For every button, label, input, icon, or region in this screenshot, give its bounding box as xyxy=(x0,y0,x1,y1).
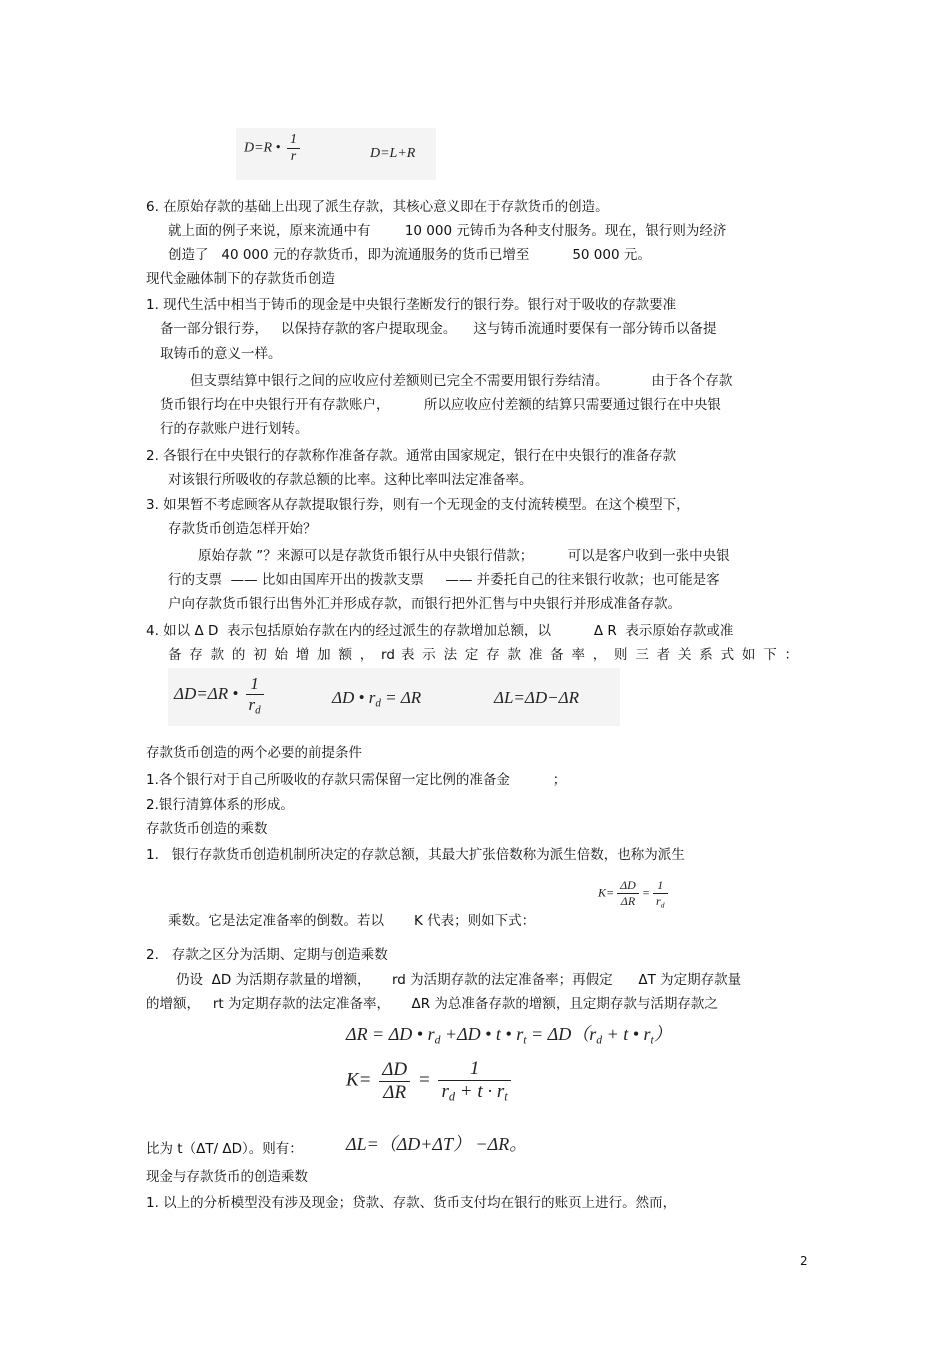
text-line: 存款货币创造怎样开始？ xyxy=(168,521,317,537)
formula-delta-r-total: ΔR = ΔD • $r_d +\Delta D$ • t • $r_t = \Delta D(r_d + t$ • $r_t$） xyxy=(346,1024,672,1047)
text-line: 比为 t（ΔT/ ΔD）。则有： xyxy=(146,1141,303,1157)
text-line: 1. 以上的分析模型没有涉及现金；贷款、存款、货币支付均在银行的账页上进行。然而， xyxy=(146,1195,677,1211)
text-line: 3. 如果暂不考虑顾客从存款提取银行券，则有一个无现金的支付流转模型。在这个模型下， xyxy=(146,497,690,513)
formula-delta-l: ΔL=ΔD−ΔR xyxy=(494,688,579,707)
formula-k-multiplier: K= $\frac{\Delta D}{\Delta R}$ = $\frac{1}{r_d}$ xyxy=(598,878,671,909)
text-line: 6. 在原始存款的基础上出现了派生存款，其核心意义即在于存款货币的创造。 xyxy=(146,199,609,215)
page-number: 2 xyxy=(800,1254,808,1268)
text-line: 1. 银行存款货币创造机制所决定的存款总额，其最大扩张倍数称为派生倍数，也称为派生 xyxy=(146,847,685,863)
section-heading: 存款货币创造的乘数 xyxy=(146,821,268,837)
text-line: 备 存 款 的 初 始 增 加 额 ， rd 表 示 法 定 存 款 准 备 率 ， 则 三 者 关 系 式 如 下 ： xyxy=(168,647,798,663)
formula-delta-d: ΔD=ΔR • $\frac{1}{r_d}$ xyxy=(174,674,267,716)
text-line: 货币银行均在中央银行开有存款账户， 所以应收应付差额的结算只需要通过银行在中央银 xyxy=(160,397,721,413)
text-line: 但支票结算中银行之间的应收应付差额则已完全不需要用银行券结清。 由于各个存款 xyxy=(190,373,733,389)
text-line: 的增额， rt 为定期存款的法定准备率， ΔR 为总准备存款的增额，且定期存款与活期存款之 xyxy=(146,996,718,1012)
text-line: 乘数。它是法定准备率的倒数。若以 K 代表；则如下式： xyxy=(168,913,536,929)
text-line: 就上面的例子来说，原来流通中有 10 000 元铸币为各种支付服务。现在，银行则为经济 xyxy=(168,223,727,239)
text-line: 户向存款货币银行出售外汇并形成存款，而银行把外汇售与中央银行并形成准备存款。 xyxy=(168,596,681,612)
formula-delta-d-rd: ΔD • $r_d = \Delta R$ xyxy=(332,688,422,710)
formula-d-equals-r-over-r: D=R • $\frac{1}{r}$ xyxy=(244,132,303,165)
text-line: 2.银行清算体系的形成。 xyxy=(146,797,294,813)
text-line: 1.各个银行对于自己所吸收的存款只需保留一定比例的准备金 ； xyxy=(146,772,567,788)
section-heading: 现金与存款货币的创造乘数 xyxy=(146,1169,308,1185)
formula-d-equals-l-plus-r: D=L+R xyxy=(370,146,416,161)
section-heading: 存款货币创造的两个必要的前提条件 xyxy=(146,745,362,761)
text-line: 创造了 40 000 元的存款货币，即为流通服务的货币已增至 50 000 元。 xyxy=(168,247,651,263)
text-line: 原始存款 ”？来源可以是存款货币银行从中央银行借款； 可以是客户收到一张中央银 xyxy=(198,548,730,564)
formula-delta-l-total: ΔL=（ΔD+ΔT） −ΔR。 xyxy=(346,1134,528,1154)
section-heading: 现代金融体制下的存款货币创造 xyxy=(146,271,335,287)
text-line: 2. 各银行在中央银行的存款称作准备存款。通常由国家规定，银行在中央银行的准备存款 xyxy=(146,448,677,464)
text-line: 行的支票 —— 比如由国库开出的拨款支票 —— 并委托自己的往来银行收款；也可能是客 xyxy=(168,572,720,588)
text-line: 对该银行所吸收的存款总额的比率。这种比率叫法定准备率。 xyxy=(168,472,533,488)
formula-k-with-time-deposits: K= $\frac{\Delta D}{\Delta R}$ = $\frac{1}{r_d + t \cdot r_t}$ xyxy=(346,1058,514,1105)
text-line: 2. 存款之区分为活期、定期与创造乘数 xyxy=(146,947,388,963)
text-line: 仍设 ΔD 为活期存款量的增额， rd 为活期存款的法定准备率；再假定 ΔT 为定期存款量 xyxy=(176,972,742,988)
text-line: 备一部分银行券， 以保持存款的客户提取现金。 这与铸币流通时要保有一部分铸币以备提 xyxy=(160,321,717,337)
text-line: 4. 如以 Δ D 表示包括原始存款在内的经过派生的存款增加总额，以 Δ R 表示原始存款或准 xyxy=(146,623,734,639)
text-line: 行的存款账户进行划转。 xyxy=(160,421,309,437)
text-line: 取铸币的意义一样。 xyxy=(160,346,282,362)
text-line: 1. 现代生活中相当于铸币的现金是中央银行垄断发行的银行券。银行对于吸收的存款要准 xyxy=(146,297,677,313)
